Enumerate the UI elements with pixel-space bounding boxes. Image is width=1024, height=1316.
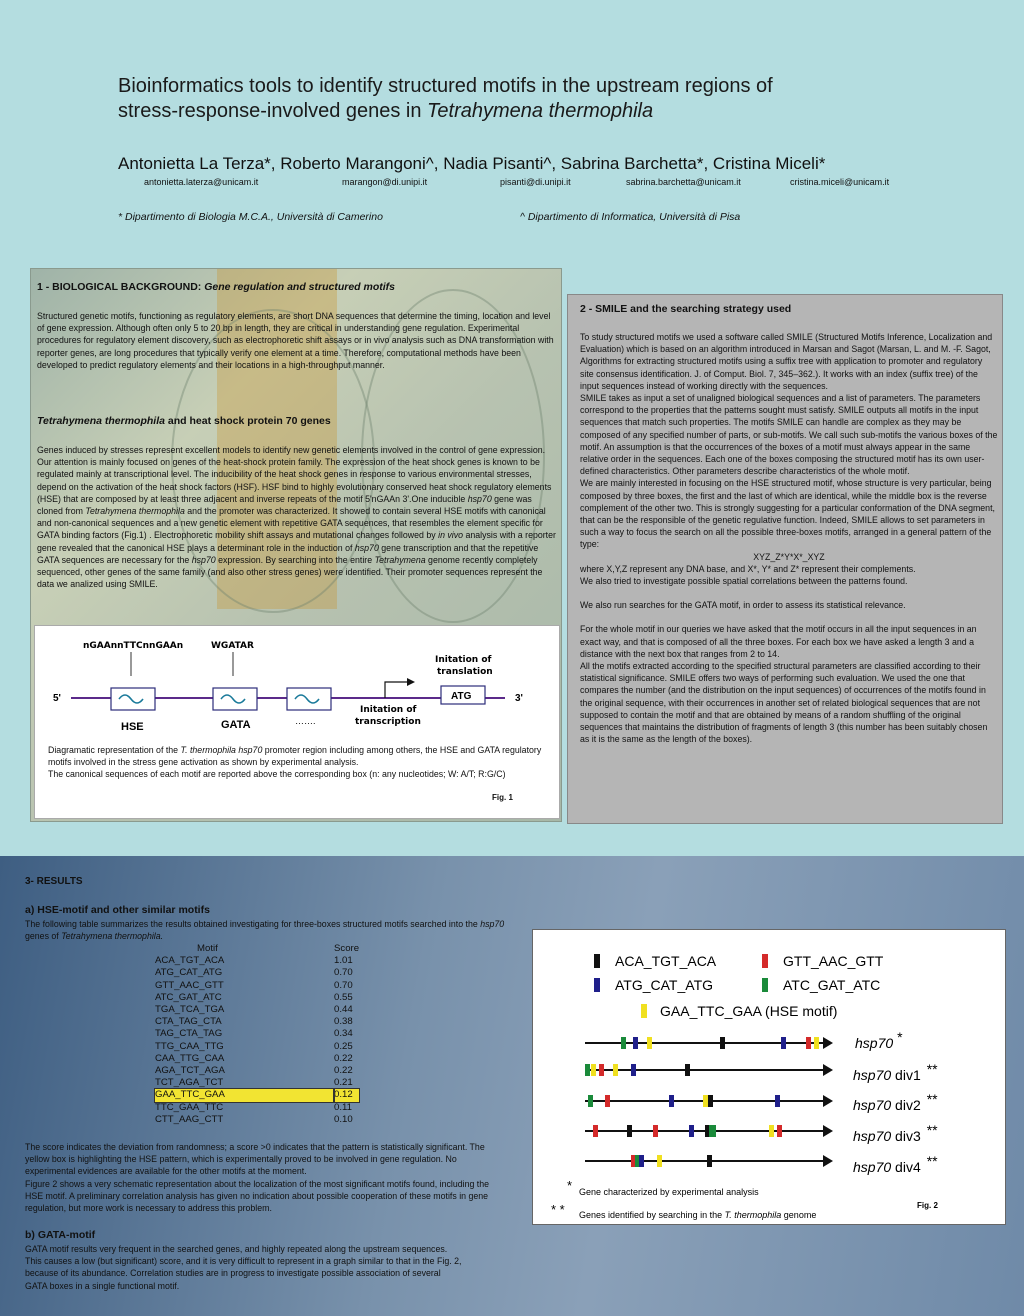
promoter-diagram (35, 626, 559, 818)
atg-label: ATG (451, 691, 472, 702)
legend-label-atg: ATG_CAT_ATG (615, 977, 714, 993)
score-cell: 0.55 (334, 991, 353, 1003)
intro-italic-1: hsp70 (480, 919, 505, 929)
motif-mark-gtt (593, 1125, 598, 1137)
motif-cell: CAA_TTG_CAA (155, 1052, 225, 1064)
init-transcription-label-1: Initation of (360, 705, 417, 715)
motif-mark-atc (709, 1125, 716, 1137)
gene-arrow-head (823, 1155, 833, 1167)
section1-subheading-plain: and heat shock protein 70 genes (164, 415, 331, 427)
gene-name-suffix: div4 (891, 1159, 921, 1175)
figure-1 (34, 625, 560, 819)
gene-arrow-head (823, 1125, 833, 1137)
email-5: cristina.miceli@unicam.it (790, 177, 890, 187)
table-row (155, 1041, 359, 1053)
score-cell: 0.22 (334, 1065, 353, 1077)
legend-swatch-atc (762, 978, 768, 992)
motif-mark-atg (689, 1125, 694, 1137)
table-row (155, 955, 359, 967)
section1-subheading (37, 415, 331, 427)
section2-heading: 2 - SMILE and the searching strategy used (580, 303, 792, 315)
gene-label-div1 (853, 1061, 938, 1083)
gene-star: ** (926, 1122, 938, 1138)
init-translation-label-1: Initation of (435, 655, 492, 665)
email-3: pisanti@di.unipi.it (500, 177, 571, 187)
spacer (580, 587, 998, 599)
gene-arrow-head (823, 1095, 833, 1107)
motif-mark-gtt (599, 1064, 604, 1076)
gata-paragraph: GATA motif results very frequent in the searched genes, and highly repeated along the upstream sequences. This causes a low (but significant) score, and it is very difficult to represent in a graph similar to that in the Fig. 2, because of its abundance. Correlation studies are in progress to investigate possible association of several GATA boxes in a single functional motif. (25, 1244, 462, 1291)
gene-label-div2 (853, 1091, 938, 1113)
init-translation-label-2: translation (437, 667, 493, 677)
p2-seg: genome recently completely sequenced, other genes of the same family (and also other stress genes) were identified. Their promoter sequences represent the data we analized using SMILE. (37, 554, 543, 590)
score-column-header: Score (334, 943, 360, 954)
motif-mark-gtt (605, 1095, 610, 1107)
p2-seg: gene transcription and that the repetitive GATA sequences are necessary for the (37, 542, 539, 565)
gene-star: ** (926, 1153, 938, 1169)
transcription-arrow-head (407, 678, 415, 686)
motif-score-table (155, 943, 359, 1126)
gene-name-suffix: div1 (891, 1067, 921, 1083)
motif-cell: TAG_CTA_TAG (155, 1028, 223, 1040)
section2-paragraph7: For the whole motif in our queries we have asked that the motif occurs in all the input sequences in an exact way, and that is composed of all the three boxes. For each box we have asked a length 3 and a distance with the next box that ranges from 2 to 14. (580, 624, 977, 659)
transcription-arrow (385, 682, 407, 698)
table-row (155, 967, 359, 979)
motif-column-header: Motif (197, 943, 218, 954)
hse-label: HSE (121, 721, 144, 733)
hse-sequence-label: nGAAnnTTCnnGAAn (83, 641, 184, 651)
section1-heading-italic: Gene regulation and structured motifs (204, 281, 396, 293)
p2-seg: and the promoter was characterized. It showed to contain several HSE motifs with canonical and non-canonical sequences and a new genetic element with repetitive GATA sequences, that resembles the element specific for GATA binding factors (Fig.1) . Electrophoretic mobility shift assays and mutational changes followed by (37, 506, 546, 541)
init-transcription-label-2: transcription (355, 717, 421, 727)
motif-cell: TCT_AGA_TCT (155, 1077, 224, 1089)
authors: Antonietta La Terza*, Roberto Marangoni^, Nadia Pisanti^, Sabrina Barchetta*, Cristina Miceli* (118, 154, 826, 173)
score-cell: 0.34 (334, 1028, 353, 1040)
gene-star: ** (926, 1061, 938, 1077)
section2-paragraph8: All the motifs extracted according to the specified structural parameters are classified according to their statistical significance. SMILE offers two ways of performing such evaluation. We used the one that compares the number (and the distribution on the input sequences) of occurrences of the motifs found in the original sequence, with their occurrences in another set of related biological sequences that are not supposed to contain the motif and that are obtained by means of a random shuffling of the original sequences that maintains the distribution of fragments of length 3 (this number has been suitably chosen as it is the same as the length of the boxes). (580, 661, 988, 745)
legend-swatch-atg (594, 978, 600, 992)
fig1-caption-italic: T. thermophila hsp70 (180, 745, 263, 755)
score-cell: 0.38 (334, 1016, 353, 1028)
motif-mark-hse (613, 1064, 618, 1076)
footnote-2-star: * * (551, 1202, 565, 1217)
footnote-1: Gene characterized by experimental analysis (579, 1187, 759, 1197)
motif-cell: TTG_CAA_TTG (155, 1040, 224, 1052)
three-prime-label: 3' (515, 693, 523, 704)
fig1-caption-pre: Diagramatic representation of the (48, 745, 181, 755)
motif-mark-aca (707, 1155, 712, 1167)
motif-mark-atg (631, 1064, 636, 1076)
motif-mark-gtt (653, 1125, 658, 1137)
motif-cell: GAA_TTC_GAA (155, 1089, 334, 1101)
section3-intro (25, 918, 505, 942)
p2-seg-italic: hsp70 (191, 554, 216, 565)
section2-paragraph3: We are mainly interested in focusing on the HSE structured motif, whose structure is very particular, being composed by three boxes, the first and the last of which are identical, while the middle box is the reverse complement of the other two. This is strongly suggesting for a particular conformation of the DNA segment, that can be the responsible of the genetic regulative function. Indeed, SMILE allows to set parameters in such a way to focus the search on all the possible three-boxes motifs, arranged in a general pattern of the type: (580, 478, 995, 550)
motif-cell: ATC_GAT_ATC (155, 991, 222, 1003)
gene-name-italic: hsp70 (853, 1097, 892, 1113)
table-row (155, 1102, 359, 1114)
p2-seg-italic: Tetrahymena thermophila (85, 506, 185, 517)
motif-mark-aca (720, 1037, 725, 1049)
motif-cell: ACA_TGT_ACA (155, 955, 225, 967)
gene-label-hsp70 (855, 1029, 903, 1051)
gene-name-suffix: div2 (891, 1097, 921, 1113)
email-1: antonietta.laterza@unicam.it (144, 177, 259, 187)
legend-label-hse: GAA_TTC_GAA (HSE motif) (660, 1003, 838, 1019)
table-row (155, 980, 359, 992)
motif-mark-hse (814, 1037, 819, 1049)
table-row (155, 1065, 359, 1077)
score-cell: 0.11 (334, 1101, 352, 1113)
section1-heading (37, 281, 395, 293)
title-line2-italic: Tetrahymena thermophila (427, 100, 654, 122)
p2-seg-italic: in vivo (438, 530, 464, 541)
section2-paragraph4: where X,Y,Z represent any DNA base, and X*, Y* and Z* represent their complements. (580, 563, 916, 574)
p2-seg: expression. By searching into the entire (215, 554, 375, 565)
motif-cell: CTA_TAG_CTA (155, 1016, 222, 1028)
gene-name-suffix: div3 (891, 1128, 921, 1144)
legend-label-atc: ATC_GAT_ATC (783, 977, 881, 993)
motif-mark-atg (775, 1095, 780, 1107)
figure-2 (532, 929, 1006, 1225)
figure-1-caption (48, 744, 542, 781)
table-row (155, 1114, 359, 1126)
p2-seg: gene was cloned from (37, 493, 532, 517)
motif-cell: ATG_CAT_ATG (155, 967, 223, 979)
score-cell: 0.12 (334, 1089, 359, 1101)
p2-seg-italic: hsp70 (467, 493, 492, 504)
score-cell: 0.44 (334, 1004, 353, 1016)
intro-plain-1: The following table summarizes the results obtained investigating for three-boxes structured motifs searched into the (25, 919, 481, 929)
p2-seg-italic: Tetrahymena (374, 554, 426, 565)
figure-1-label: Fig. 1 (492, 793, 513, 802)
table-row (155, 1028, 359, 1040)
motif-mark-atg (669, 1095, 674, 1107)
gene-label-div3 (853, 1122, 938, 1144)
email-4: sabrina.barchetta@unicam.it (626, 177, 741, 187)
score-cell: 0.25 (334, 1040, 353, 1052)
gene-arrow-head (823, 1064, 833, 1076)
five-prime-label: 5' (53, 693, 61, 704)
section2-paragraph2: SMILE takes as input a set of unaligned biological sequences and a list of parameters. The parameters correspond to the properties that the patterns sought must satisfy. SMILE outputs all motifs in the input sequences that match such properties. The motifs SMILE can handle are complex as they may be composed of any specified number of parts, or sub-motifs. We call such sub-motifs the various boxes of the motif. An assumption is that the occurrences of the boxes of a motif must always appear in the same relative order in the sequences. Each one of the boxes composing the structured motif has its own user-defined characteristics. Other parameters describe characteristics of the whole motif. (580, 393, 998, 477)
motif-mark-hse (647, 1037, 652, 1049)
gene-name-italic: hsp70 (853, 1159, 892, 1175)
legend-swatch-aca (594, 954, 600, 968)
gene-arrow-head (823, 1037, 833, 1049)
motif-localization-chart (533, 930, 1005, 1224)
section3-heading: 3- RESULTS (25, 876, 83, 887)
section1-subheading-italic: Tetrahymena thermophila (37, 415, 165, 427)
motif-mark-atg (639, 1155, 644, 1167)
motif-mark-hse (657, 1155, 662, 1167)
section2-formula: XYZ_Z*Y*X*_XYZ (753, 551, 825, 562)
other-box (287, 688, 331, 710)
gene-name-italic: hsp70 (853, 1067, 892, 1083)
table-row (155, 1053, 359, 1065)
gene-name-italic: hsp70 (853, 1128, 892, 1144)
motif-mark-atc (585, 1064, 590, 1076)
gene-star: ** (926, 1091, 938, 1107)
p2-seg: Genes induced by stresses represent excellent models to identify new genetic elements involved in the control of gene expression. Our attention is mainly focused on genes of the heat-shock protein family. The expression of the heat shock genes is known to be regulated mainly at transcriptional level. The inducibility of the heat shock genes in response to various environmental stresses, depend on the activation of the heat shock factors (HSF). HSF bind to highly evolutionary conserved heat shock regulatory elements (HSE) that are composed by at least three adjacent and inverse repeats of the motif 5'nGAAn 3'.One inducible (37, 445, 552, 504)
score-cell: 0.21 (334, 1077, 353, 1089)
section1-paragraph2 (37, 444, 557, 590)
title-line2-plain: stress-response-involved genes in (118, 100, 428, 122)
motif-mark-atc (588, 1095, 593, 1107)
score-cell: 0.10 (334, 1113, 353, 1125)
section2-paragraph1: To study structured motifs we used a software called SMILE (Structured Motifs Inference, Localization and Evaluation) which is based on an algorithm introduced in Marsan and Sagot (Marsan, L. and M. -F. Sagot, Algorithms for extracting structured motifs using a suffix tree with application to promoter and regulatory site consensus identification. J. of Comput. Biol. 7, 345–362.). It works with an index (suffix tree) of the input sequences instead of working directly with the sequences. (580, 332, 993, 391)
legend-label-gtt: GTT_AAC_GTT (783, 953, 884, 969)
footnote-2-post: genome (781, 1210, 817, 1220)
figure-2-label: Fig. 2 (917, 1201, 938, 1210)
motif-mark-aca (708, 1095, 713, 1107)
gata-label: GATA (221, 719, 251, 731)
motif-mark-hse (703, 1095, 708, 1107)
gene-name-italic: hsp70 (855, 1035, 894, 1051)
intro-plain-2: genes of (25, 931, 62, 942)
section2-paragraph5: We also tried to investigate possible spatial correlations between the patterns found. (580, 576, 908, 587)
p2-seg-italic: hsp70 (354, 542, 379, 553)
motif-mark-gtt (806, 1037, 811, 1049)
poster-title (118, 74, 918, 124)
section-smile (567, 294, 1003, 824)
hse-box (111, 688, 155, 710)
motif-mark-hse (769, 1125, 774, 1137)
section3-score-paragraph (25, 1141, 505, 1214)
section2-paragraph6: We also run searches for the GATA motif, in order to assess its statistical relevance. (580, 600, 906, 611)
motif-mark-atg (633, 1037, 638, 1049)
section1-heading-plain: 1 - BIOLOGICAL BACKGROUND: (37, 281, 205, 293)
dots-label: ……. (295, 716, 316, 726)
motif-mark-aca (685, 1064, 690, 1076)
fig1-caption-2: The canonical sequences of each motif are reported above the corresponding box (n: any nucleotides; W: A/T; R:G/C) (48, 769, 506, 780)
motif-mark-gtt (777, 1125, 782, 1137)
section2-body (580, 331, 998, 746)
score-explanation: The score indicates the deviation from randomness; a score >0 indicates that the pattern is statistically significant. The yellow box is highlighting the HSE pattern, which is experimentally proved to be involved in gene regulation. No experimental evidences are available for the other motifs at the moment. (25, 1142, 485, 1177)
email-2: marangon@di.unipi.it (342, 177, 428, 187)
score-cell: 0.70 (334, 967, 353, 979)
intro-italic-2: Tetrahymena thermophila. (61, 931, 164, 942)
footnote-2-italic: T. thermophila (724, 1210, 782, 1220)
score-cell: 1.01 (334, 955, 353, 967)
motif-mark-hse (591, 1064, 596, 1076)
gene-label-div4 (853, 1153, 938, 1175)
motif-cell: TGA_TCA_TGA (155, 1004, 225, 1016)
motif-cell: AGA_TCT_AGA (155, 1065, 225, 1077)
motif-mark-atg (781, 1037, 786, 1049)
table-header-row (155, 943, 359, 955)
motif-mark-atc (621, 1037, 626, 1049)
legend-swatch-gtt (762, 954, 768, 968)
motif-cell: CTT_AAG_CTT (155, 1113, 224, 1125)
table-row-highlighted-hse (155, 1089, 359, 1101)
section3-subheading-a: a) HSE-motif and other similar motifs (25, 904, 210, 916)
affiliation-1: * Dipartimento di Biologia M.C.A., Università di Camerino (118, 211, 383, 223)
title-line2 (118, 99, 918, 124)
gene-star: * (897, 1029, 903, 1045)
motif-cell: GTT_AAC_GTT (155, 979, 224, 991)
score-cell: 0.70 (334, 979, 353, 991)
motif-cell: TTC_GAA_TTC (155, 1101, 224, 1113)
motif-mark-aca (627, 1125, 632, 1137)
footnote-1-star: * (567, 1178, 573, 1193)
title-line1: Bioinformatics tools to identify structured motifs in the upstream regions of (118, 75, 773, 97)
gata-sequence-label: WGATAR (211, 641, 254, 651)
affiliation-2: ^ Dipartimento di Informatica, Università di Pisa (520, 211, 741, 223)
table-row (155, 1016, 359, 1028)
footnote-2-pre: Genes identified by searching in the (579, 1210, 725, 1220)
gata-box (213, 688, 257, 710)
fig1-caption-post: promoter region including among others, the HSE and GATA regulatory motifs involved in the stress gene activation as shown by experimental analysis. (48, 745, 542, 768)
table-row (155, 992, 359, 1004)
spacer (580, 611, 998, 623)
score-cell: 0.22 (334, 1052, 353, 1064)
table-row (155, 1004, 359, 1016)
section-biological-background (30, 268, 562, 822)
footnote-2 (579, 1210, 816, 1220)
figure-2-explanation: Figure 2 shows a very schematic representation about the localization of the most significant motifs found, including the HSE motif. A preliminary correlation analysis has given no indication about possible cooperation of these motifs in gene regulation, but more work is necessary to address this problem. (25, 1178, 490, 1214)
legend-swatch-hse (641, 1004, 647, 1018)
table-row (155, 1077, 359, 1089)
p2-seg: analysis with a reporter gene revealed that the canonical HSE plays a determinant role in the induction of (37, 530, 556, 553)
section3-subheading-b: b) GATA-motif (25, 1229, 96, 1241)
legend-label-aca: ACA_TGT_ACA (615, 953, 717, 969)
section1-paragraph1: Structured genetic motifs, functioning as regulatory elements, are short DNA sequences that determine the timing, location and level of gene expression. Although often only 5 to 20 bp in length, they are critical in understanding gene regulation. Experimental procedures for regulatory element discovery, such as electrophoretic shift assays or in vivo analysis such as DNA transformation with reporter genes, are long procedures that typically verify one element at a time. Therefore, computational methods have been developed to predict regulatory elements and their locations in a high-throughput manner. (37, 311, 554, 370)
